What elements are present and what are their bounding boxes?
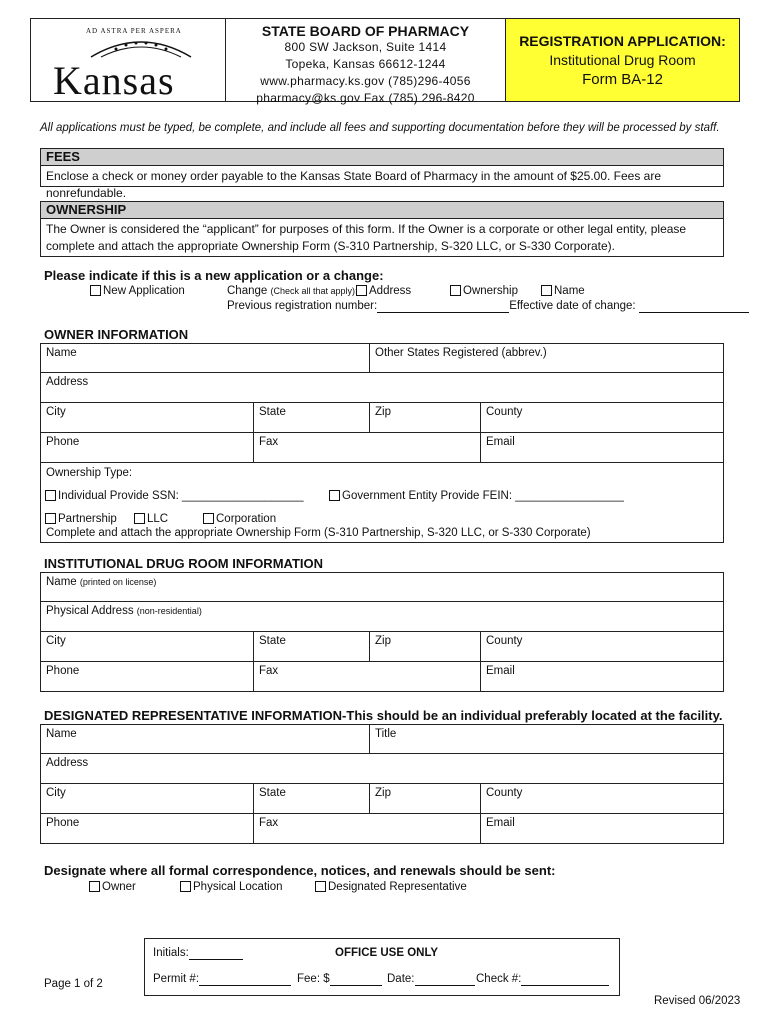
correspondence-rep-option[interactable] xyxy=(315,881,467,893)
rep-phone-field[interactable] xyxy=(41,814,253,843)
rep-fax-label: Fax xyxy=(259,817,279,829)
owner-address-field[interactable] xyxy=(41,373,725,402)
drug-room-zip-field[interactable] xyxy=(369,632,480,661)
correspondence-physical-checkbox[interactable] xyxy=(180,881,191,892)
drug-room-phone-label: Phone xyxy=(46,665,80,677)
board-info xyxy=(226,19,506,105)
correspondence-rep-label: Designated Representative xyxy=(328,881,467,893)
office-initials-label: Initials: xyxy=(153,947,189,959)
correspondence-owner-label: Owner xyxy=(102,881,136,893)
corporation-checkbox[interactable] xyxy=(203,513,214,524)
partnership-option[interactable] xyxy=(45,513,117,525)
office-use-title: OFFICE USE ONLY xyxy=(335,947,439,959)
rep-row-phone xyxy=(40,814,724,844)
drug-room-fax-label: Fax xyxy=(259,665,279,677)
new-application-option[interactable] xyxy=(90,285,185,297)
owner-name-label: Name xyxy=(46,347,77,359)
rep-name-label: Name xyxy=(46,728,77,740)
correspondence-owner-checkbox[interactable] xyxy=(89,881,100,892)
effective-date-label: Effective date of change: xyxy=(509,300,636,312)
office-date-label: Date: xyxy=(387,973,415,985)
owner-row-address xyxy=(40,373,724,403)
drug-room-city-label: City xyxy=(46,635,66,647)
new-application-checkbox[interactable] xyxy=(90,285,101,296)
drug-room-address-field[interactable] xyxy=(41,602,725,631)
llc-label: LLC xyxy=(147,513,169,525)
rep-state-label: State xyxy=(259,787,286,799)
owner-phone-label: Phone xyxy=(46,436,80,448)
board-email-fax: pharmacy@ks.gov Fax (785) 296-8420 xyxy=(256,91,475,105)
change-ownership-option[interactable] xyxy=(450,285,518,297)
drug-room-row-name xyxy=(40,572,724,602)
new-application-label: New Application xyxy=(103,285,185,297)
change-name-checkbox[interactable] xyxy=(541,285,552,296)
drug-room-city-field[interactable] xyxy=(41,632,253,661)
owner-state-label: State xyxy=(259,406,286,418)
owner-county-label: County xyxy=(486,406,523,418)
rep-address-label: Address xyxy=(46,757,89,769)
owner-name-field[interactable] xyxy=(41,344,369,372)
change-ownership-checkbox[interactable] xyxy=(450,285,461,296)
fein-field[interactable]: Provide FEIN: _________________ xyxy=(440,490,624,502)
drug-room-name-label: Name xyxy=(46,576,77,588)
government-label: Government Entity xyxy=(342,490,438,502)
owner-row-city xyxy=(40,403,724,433)
form-title-box xyxy=(506,19,739,101)
government-option[interactable] xyxy=(329,490,624,502)
owner-row-phone xyxy=(40,433,724,463)
owner-fax-field[interactable] xyxy=(253,433,480,462)
corporation-label: Corporation xyxy=(216,513,277,525)
owner-state-field[interactable] xyxy=(253,403,369,432)
change-address-checkbox[interactable] xyxy=(356,285,367,296)
logo-motto: AD ASTRA PER ASPERA xyxy=(86,27,182,35)
drug-room-state-label: State xyxy=(259,635,286,647)
office-date-field[interactable] xyxy=(387,973,475,986)
form-title: REGISTRATION APPLICATION: xyxy=(519,33,726,49)
revised-date: Revised 06/2023 xyxy=(654,995,741,1007)
office-fee-label: Fee: $ xyxy=(297,973,330,985)
board-address2: Topeka, Kansas 66612-1244 xyxy=(285,57,446,71)
government-checkbox[interactable] xyxy=(329,490,340,501)
drug-room-address-hint: (non-residential) xyxy=(136,606,202,616)
drug-room-name-hint: (printed on license) xyxy=(79,577,157,587)
correspondence-physical-option[interactable] xyxy=(180,881,283,893)
owner-address-label: Address xyxy=(46,376,89,388)
page-number: Page 1 of 2 xyxy=(44,978,103,990)
rep-row-city xyxy=(40,784,724,814)
ownership-complete-note: Complete and attach the appropriate Ownership Form (S-310 Partnership, S-320 LLC, or S-330 Corporate) xyxy=(46,527,591,539)
drug-room-state-field[interactable] xyxy=(253,632,369,661)
rep-county-field[interactable] xyxy=(480,784,725,813)
rep-fax-field[interactable] xyxy=(253,814,480,843)
rep-city-label: City xyxy=(46,787,66,799)
drug-room-heading: INSTITUTIONAL DRUG ROOM INFORMATION xyxy=(44,556,323,571)
drug-room-phone-field[interactable] xyxy=(41,662,253,691)
correspondence-heading: Designate where all formal correspondence, notices, and renewals should be sent: xyxy=(44,863,556,878)
owner-other-states-field[interactable] xyxy=(369,344,725,372)
rep-zip-field[interactable] xyxy=(369,784,480,813)
change-hint: (Check all that apply): xyxy=(270,286,358,296)
rep-phone-label: Phone xyxy=(46,817,80,829)
rep-zip-label: Zip xyxy=(375,787,391,799)
drug-room-email-field[interactable] xyxy=(480,662,725,691)
office-permit-label: Permit #: xyxy=(153,973,200,985)
change-text: Change xyxy=(227,285,268,297)
logo-word: Kansas xyxy=(53,58,175,103)
correspondence-physical-label: Physical Location xyxy=(193,881,283,893)
ownership-section-title: OWNERSHIP xyxy=(40,201,724,219)
owner-other-states-label: Other States Registered (abbrev.) xyxy=(375,347,547,359)
previous-registration-field[interactable] xyxy=(227,300,749,313)
ownership-type-label: Ownership Type: xyxy=(46,467,133,479)
owner-zip-field[interactable] xyxy=(369,403,480,432)
form-subtitle: Institutional Drug Room xyxy=(549,52,696,68)
rep-address-field[interactable] xyxy=(41,754,725,783)
kansas-logo xyxy=(31,19,226,101)
owner-zip-label: Zip xyxy=(375,406,391,418)
owner-email-label: Email xyxy=(486,436,515,448)
rep-row-name xyxy=(40,724,724,754)
owner-county-field[interactable] xyxy=(480,403,725,432)
rep-city-field[interactable] xyxy=(41,784,253,813)
change-address-label: Address xyxy=(369,285,412,297)
office-check-field[interactable] xyxy=(476,973,609,986)
drug-room-email-label: Email xyxy=(486,665,515,677)
rep-name-field[interactable] xyxy=(41,725,369,753)
owner-info-heading: OWNER INFORMATION xyxy=(44,327,189,342)
office-check-label: Check #: xyxy=(476,973,522,985)
rep-county-label: County xyxy=(486,787,523,799)
change-name-label: Name xyxy=(554,285,585,297)
rep-email-field[interactable] xyxy=(480,814,725,843)
drug-room-row-city xyxy=(40,632,724,662)
drug-room-fax-field[interactable] xyxy=(253,662,480,691)
rep-email-label: Email xyxy=(486,817,515,829)
change-ownership-label: Ownership xyxy=(463,285,518,297)
correspondence-rep-checkbox[interactable] xyxy=(315,881,326,892)
drug-room-row-phone xyxy=(40,662,724,692)
ssn-field[interactable]: Provide SSN: ___________________ xyxy=(109,490,304,502)
llc-option[interactable] xyxy=(134,513,168,525)
partnership-checkbox[interactable] xyxy=(45,513,56,524)
partnership-label: Partnership xyxy=(58,513,117,525)
previous-registration-label: Previous registration number: xyxy=(227,300,378,312)
office-permit-field[interactable] xyxy=(153,973,291,986)
fees-section-title: FEES xyxy=(40,148,724,166)
rep-row-address xyxy=(40,754,724,784)
application-type-heading: Please indicate if this is a new application or a change: xyxy=(44,268,384,283)
designated-rep-heading: DESIGNATED REPRESENTATIVE INFORMATION-This should be an individual preferably located at the facility. xyxy=(44,708,723,723)
owner-row-name xyxy=(40,343,724,373)
owner-email-field[interactable] xyxy=(480,433,725,462)
individual-label: Individual xyxy=(58,490,107,502)
drug-room-county-label: County xyxy=(486,635,523,647)
correspondence-owner-option[interactable] xyxy=(89,881,136,893)
drug-room-address-label: Physical Address xyxy=(46,605,134,617)
individual-option[interactable] xyxy=(45,490,304,502)
drug-room-row-address xyxy=(40,602,724,632)
drug-room-county-field[interactable] xyxy=(480,632,725,661)
drug-room-zip-label: Zip xyxy=(375,635,391,647)
rep-title-label: Title xyxy=(375,728,397,740)
office-initials-field[interactable] xyxy=(153,947,243,960)
rep-title-field[interactable] xyxy=(369,725,725,753)
owner-city-field[interactable] xyxy=(41,403,253,432)
owner-phone-field[interactable] xyxy=(41,433,253,462)
owner-city-label: City xyxy=(46,406,66,418)
corporation-option[interactable] xyxy=(203,513,276,525)
owner-ownership-type-box xyxy=(40,463,724,543)
board-address1: 800 SW Jackson, Suite 1414 xyxy=(284,40,447,54)
board-title: STATE BOARD OF PHARMACY xyxy=(261,23,470,39)
rep-state-field[interactable] xyxy=(253,784,369,813)
board-web-phone: www.pharmacy.ks.gov (785)296-4056 xyxy=(260,74,471,88)
form-number: Form BA-12 xyxy=(582,71,663,88)
change-address-option[interactable] xyxy=(356,285,411,297)
header-box xyxy=(30,18,740,105)
instruction-note: All applications must be typed, be complete, and include all fees and supporting documentation before they will be processed by staff. xyxy=(40,122,720,134)
change-label xyxy=(227,285,358,297)
office-fee-field[interactable] xyxy=(297,973,382,986)
individual-checkbox[interactable] xyxy=(45,490,56,501)
fees-text: Enclose a check or money order payable to the Kansas State Board of Pharmacy in the amount of $25.00. Fees are nonrefundable. xyxy=(40,166,724,187)
office-use-box xyxy=(144,938,620,996)
drug-room-name-field[interactable] xyxy=(41,573,725,601)
owner-fax-label: Fax xyxy=(259,436,279,448)
llc-checkbox[interactable] xyxy=(134,513,145,524)
change-name-option[interactable] xyxy=(541,285,585,297)
sunflower-arc-icon xyxy=(86,33,196,59)
ownership-text: The Owner is considered the “applicant” for purposes of this form. If the Owner is a corporate or other legal entity, please complete and attach the appropriate Ownership Form (S-310 Partnership, S-320 LLC, or S-330 Corporate). xyxy=(40,219,724,257)
